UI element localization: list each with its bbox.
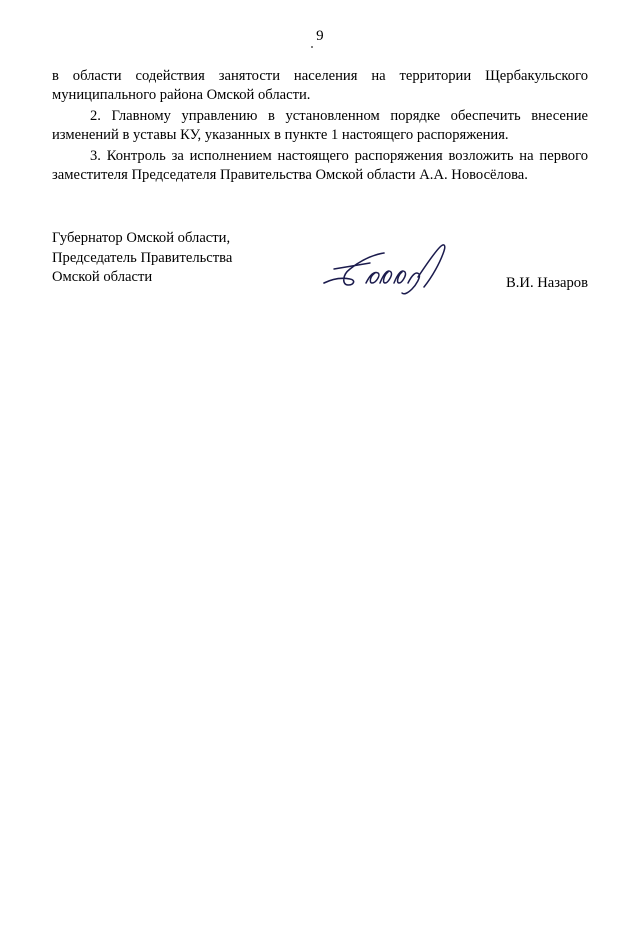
signer-role-line-1: Губернатор Омской области, bbox=[52, 230, 231, 247]
paragraph-item-3: 3. Контроль за исполнением настоящего распоряжения возложить на первого заместителя Председателя Правительства Омской области А.А. Новосёлова. bbox=[52, 147, 588, 184]
signer-role-line-2: Председатель Правительства bbox=[52, 249, 233, 266]
signer-role bbox=[52, 229, 292, 287]
signer-role-line-3: Омской области bbox=[52, 269, 153, 286]
paragraph-continuation: в области содействия занятости населения на территории Щербакульского муниципального района Омской области. bbox=[52, 68, 588, 104]
scan-artifact-dot bbox=[311, 46, 313, 48]
handwritten-signature-icon bbox=[320, 243, 460, 299]
signature-block bbox=[52, 229, 588, 349]
paragraph-item-2: 2. Главному управлению в установленном порядке обеспечить внесение изменений в уставы КУ, указанных в пункте 1 настоящего распоряжения. bbox=[52, 107, 588, 144]
signer-name: В.И. Назаров bbox=[506, 275, 588, 292]
document-body bbox=[52, 67, 588, 185]
page-number: 9 bbox=[316, 28, 324, 44]
document-page bbox=[0, 28, 640, 933]
